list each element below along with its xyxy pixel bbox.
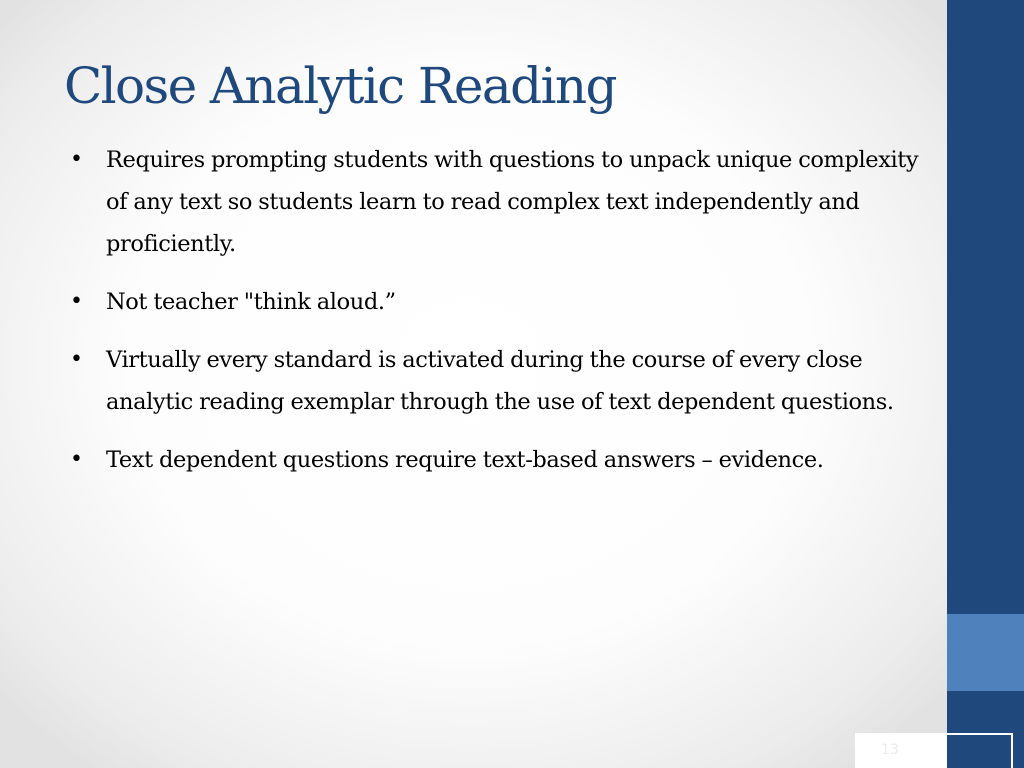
- page-number: 13: [881, 742, 899, 758]
- bullet-text: Text dependent questions require text-based answers – evidence.: [106, 447, 824, 473]
- page-number-frame: [855, 733, 1013, 768]
- accent-bar-light: [947, 614, 1024, 691]
- accent-bar-dark: [947, 0, 1024, 614]
- bullet-text: Virtually every standard is activated during the course of every close analytic reading exemplar through the use of text dependent questions.: [106, 347, 894, 415]
- bullet-marker: •: [70, 147, 83, 172]
- bullet-item: [64, 439, 944, 481]
- bullet-item: [64, 339, 944, 423]
- bullet-text: Requires prompting students with questions to unpack unique complexity of any text so students learn to read complex text independently and proficiently.: [106, 147, 919, 257]
- bullet-text: Not teacher "think aloud.”: [106, 289, 396, 315]
- bullet-marker: •: [70, 447, 83, 472]
- bullet-marker: •: [70, 347, 83, 372]
- bullet-marker: •: [70, 289, 83, 314]
- slide-title: Close Analytic Reading: [64, 57, 616, 115]
- bullet-item: [64, 139, 944, 265]
- bullet-list: [64, 139, 944, 497]
- bullet-item: [64, 281, 944, 323]
